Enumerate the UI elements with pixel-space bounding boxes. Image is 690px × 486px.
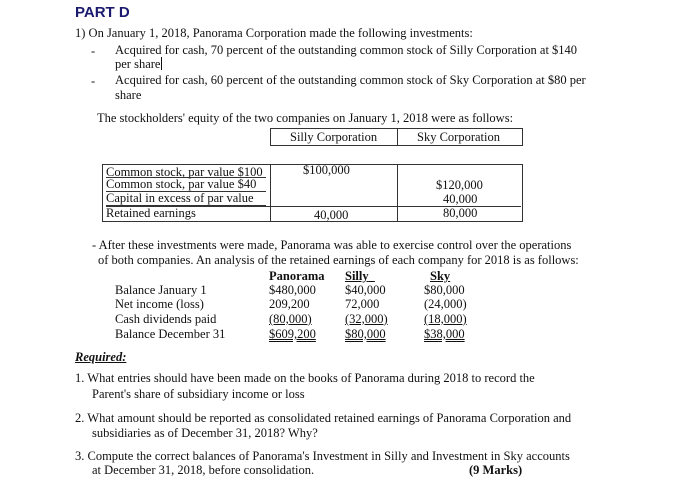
re-cell: $38,000 xyxy=(424,327,465,341)
bullet1-line1: Acquired for cash, 70 percent of the outstanding common stock of Silly Corporation at $140 xyxy=(115,43,578,57)
col-sky: Sky xyxy=(430,269,451,283)
divider xyxy=(397,129,398,145)
col-panorama: Panorama xyxy=(269,269,325,283)
re-cell: $40,000 xyxy=(345,283,386,297)
part-title: PART D xyxy=(75,4,130,21)
equity-cell: $120,000 xyxy=(436,178,483,192)
req1-line2: Parent's share of subsidiary income or loss xyxy=(92,387,305,401)
row-underline xyxy=(106,177,266,178)
re-cell: $609,200 xyxy=(269,327,316,341)
marks-label: (9 Marks) xyxy=(469,463,523,477)
bullet-dash: - xyxy=(91,74,96,88)
re-cell: (32,000) xyxy=(345,312,388,326)
equity-cell: 80,000 xyxy=(443,206,478,220)
re-row-label: Cash dividends paid xyxy=(115,312,217,326)
re-cell: (24,000) xyxy=(424,297,467,311)
col-sky: Sky Corporation xyxy=(417,130,500,144)
req2-line1: 2. What amount should be reported as consolidated retained earnings of Panorama Corporation and xyxy=(75,411,572,425)
re-cell: (80,000) xyxy=(269,312,312,326)
re-cell: (18,000) xyxy=(424,312,467,326)
bullet2-line1: Acquired for cash, 60 percent of the outstanding common stock of Sky Corporation at $80 per xyxy=(115,73,586,87)
bullet2-line2: share xyxy=(115,88,142,102)
row-underline xyxy=(106,206,521,207)
equity-table-header xyxy=(270,128,523,146)
req3-line1: 3. Compute the correct balances of Panorama's Investment in Silly and Investment in Sky accounts xyxy=(75,449,570,463)
equity-cell: $100,000 xyxy=(303,163,350,177)
q1-intro: 1) On January 1, 2018, Panorama Corporation made the following investments: xyxy=(75,26,473,40)
text-cursor xyxy=(161,57,162,70)
bullet1-line2-text: per share xyxy=(115,57,161,71)
re-row-label: Balance December 31 xyxy=(115,327,226,341)
bullet1-line2 xyxy=(115,57,162,72)
equity-cell: 40,000 xyxy=(443,192,478,206)
col-silly xyxy=(345,269,375,284)
required-heading: Required: xyxy=(75,350,127,364)
req3-line2: at December 31, 2018, before consolidation. xyxy=(92,463,315,477)
req2-line2: subsidiaries as of December 31, 2018? Why? xyxy=(92,426,318,440)
equity-intro: The stockholders' equity of the two companies on January 1, 2018 were as follows: xyxy=(97,111,514,125)
re-row-label: Net income (loss) xyxy=(115,297,204,311)
equity-row-label: Capital in excess of par value xyxy=(106,191,254,205)
equity-row-label: Common stock, par value $40 xyxy=(106,177,257,191)
re-cell: $480,000 xyxy=(269,283,316,297)
re-cell: 209,200 xyxy=(269,297,310,311)
col-silly: Silly Corporation xyxy=(290,130,378,144)
req1-line1: 1. What entries should have been made on the books of Panorama during 2018 to record the xyxy=(75,371,535,385)
row-underline xyxy=(106,191,266,192)
analysis-line1: - After these investments were made, Panorama was able to exercise control over the operations xyxy=(92,238,572,252)
re-cell: $80,000 xyxy=(345,327,386,341)
col-silly-text: Silly xyxy=(345,269,369,283)
divider xyxy=(270,165,271,221)
re-cell: $80,000 xyxy=(424,283,465,297)
analysis-line2: of both companies. An analysis of the retained earnings of each company for 2018 is as follows: xyxy=(98,253,579,267)
re-row-label: Balance January 1 xyxy=(115,283,207,297)
equity-row-label: Retained earnings xyxy=(106,206,196,220)
divider xyxy=(397,165,398,221)
equity-cell: 40,000 xyxy=(314,208,349,222)
re-cell: 72,000 xyxy=(345,297,380,311)
equity-table xyxy=(102,164,523,222)
bullet-dash: - xyxy=(91,44,96,58)
equity-row-label: Common stock, par value $100 xyxy=(106,165,263,179)
